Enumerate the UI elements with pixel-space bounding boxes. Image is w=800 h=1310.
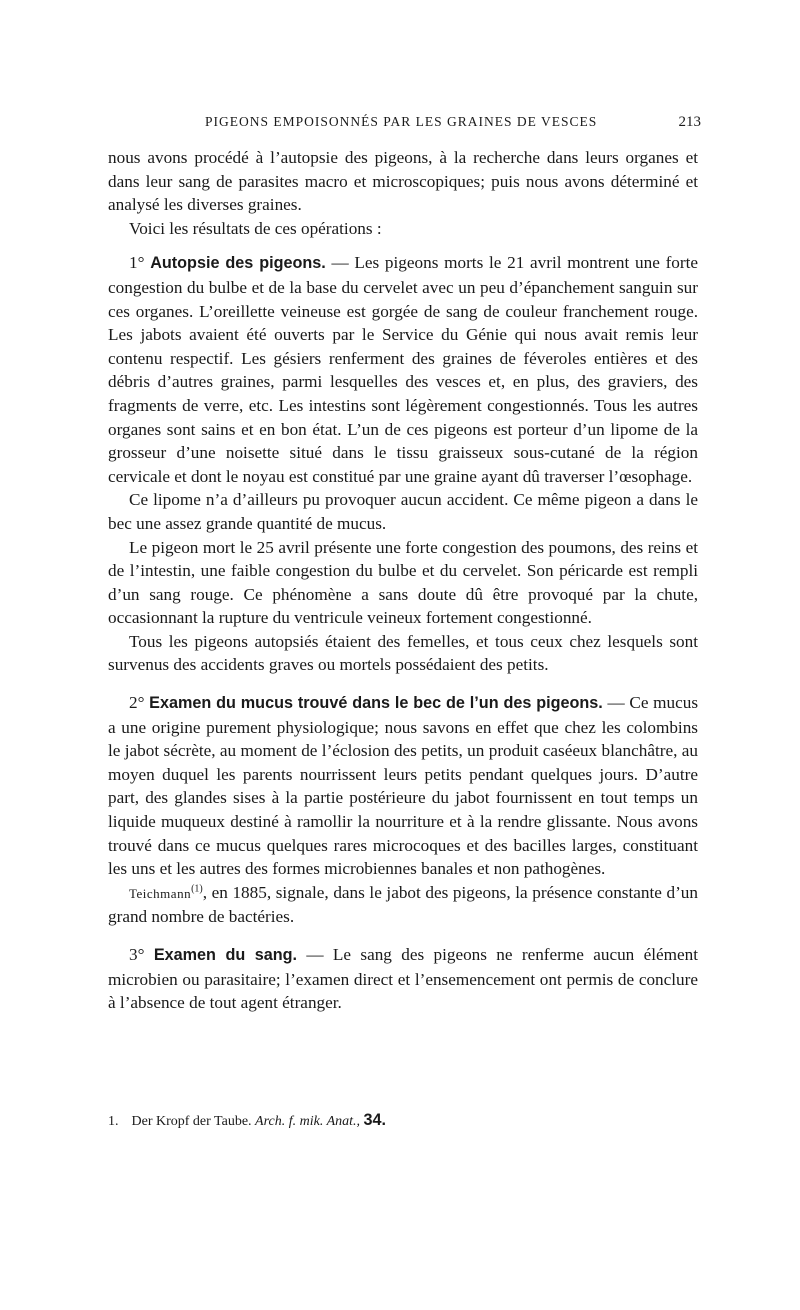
page-number: 213 bbox=[678, 114, 701, 130]
section-2-heading: Examen du mucus trouvé dans le bec de l’un des pigeons. bbox=[149, 694, 603, 713]
section-2-body: — Ce mucus a une origine purement physiologique; nous savons en effet que chez les colombins le jabot sécrète, au moment de l’éclosion des petits, un produit caséeux blanchâtre, au moyen duquel les parents nourrissent leurs petits pendant quelques jours. D’autre part, des glandes sises à la partie postérieure du jabot fournissent en tout temps un liquide muqueux destiné à ramollir la nourriture et à la rendre glissante. Nous avons trouvé dans ce mucus quelques rares microcoques et des bacilles larges, constituant les uns et les autres des formes microbiennes banales et non pathogènes. bbox=[108, 693, 699, 879]
footnote-volume: 34. bbox=[363, 1111, 387, 1129]
footnote-text: Der Kropf der Taube. bbox=[131, 1114, 252, 1129]
section-2-body-2: , en 1885, signale, dans le jabot des pigeons, la présence constante d’un grand nombre de bactéries. bbox=[108, 882, 698, 927]
footnote bbox=[108, 1111, 698, 1131]
section-1-paragraph-3: Le pigeon mort le 25 avril présente une forte congestion des poumons, des reins et de l’intestin, une faible congestion du bulbe et du cervelet. Son péricarde est rempli d’un sang rouge. Ce phénomène a sans doute dû être provoqué par la chute, occasionnant la rupture du ventricule veineux fortement congestionné. bbox=[108, 537, 698, 628]
section-1-paragraph bbox=[108, 251, 698, 488]
section-3-number: 3° bbox=[129, 945, 145, 964]
section-1-heading: Autopsie des pigeons. bbox=[150, 254, 326, 273]
section-2-paragraph-2 bbox=[108, 881, 698, 929]
intro-paragraph: nous avons procédé à l’autopsie des pigeons, à la recherche dans leurs organes et dans leur sang de parasites macro et microscopiques; puis nous avons déterminé et analysé les diverses graines. bbox=[108, 148, 698, 215]
section-3-paragraph bbox=[108, 943, 698, 1015]
section-1-body: — Les pigeons morts le 21 avril montrent une forte congestion du bulbe et de la base du cervelet avec un peu d’épanchement sanguin sur ces organes. L’oreillette veineuse est gorgée de sang de couleur franchement rouge. Les jabots avaient été ouverts par le Service du Génie qui nous avait remis leur contenu respectif. Les gésiers renferment des graines de féveroles entières et des débris d’autres graines, parmi lesquelles des vesces et, en plus, des graviers, des fragments de verre, etc. Les intestins sont légèrement congestionnés. Tous les autres organes sont sains et en bon état. L’un de ces pigeons est porteur d’un lipome de la grosseur d’une noisette situé dans le tissu graisseux sous-cutané de la région cervicale et dont le noyau est constitué par une graine ayant dû traverser l’œsophage. bbox=[108, 253, 699, 486]
author-name: Teichmann bbox=[129, 885, 192, 901]
section-3-heading: Examen du sang. bbox=[153, 946, 298, 964]
footnote-ref: (1) bbox=[191, 883, 203, 895]
section-2-paragraph bbox=[108, 691, 698, 881]
running-title: PIGEONS EMPOISONNÉS PAR LES GRAINES DE VESCES bbox=[205, 114, 598, 129]
body-text bbox=[108, 146, 698, 1015]
results-paragraph: Voici les résultats de ces opérations : bbox=[129, 218, 382, 238]
section-1-paragraph-4: Tous les pigeons autopsiés étaient des femelles, et tous ceux chez lesquels sont survenus des accidents graves ou mortels possédaient des petits. bbox=[108, 631, 698, 675]
section-2-number: 2° bbox=[129, 693, 145, 713]
footnote-journal: Arch. f. mik. Anat., bbox=[255, 1114, 361, 1129]
running-head bbox=[108, 114, 701, 134]
section-1-number: 1° bbox=[129, 253, 145, 273]
section-3-body: — Le sang des pigeons ne renferme aucun élément microbien ou parasitaire; l’examen direct et l’ensemencement ont permis de conclure à l’absence de tout agent étranger. bbox=[108, 945, 698, 1013]
section-1-paragraph-2: Ce lipome n’a d’ailleurs pu provoquer aucun accident. Ce même pigeon a dans le bec une assez grande quantité de mucus. bbox=[108, 490, 698, 533]
footnote-number: 1. bbox=[108, 1114, 119, 1129]
